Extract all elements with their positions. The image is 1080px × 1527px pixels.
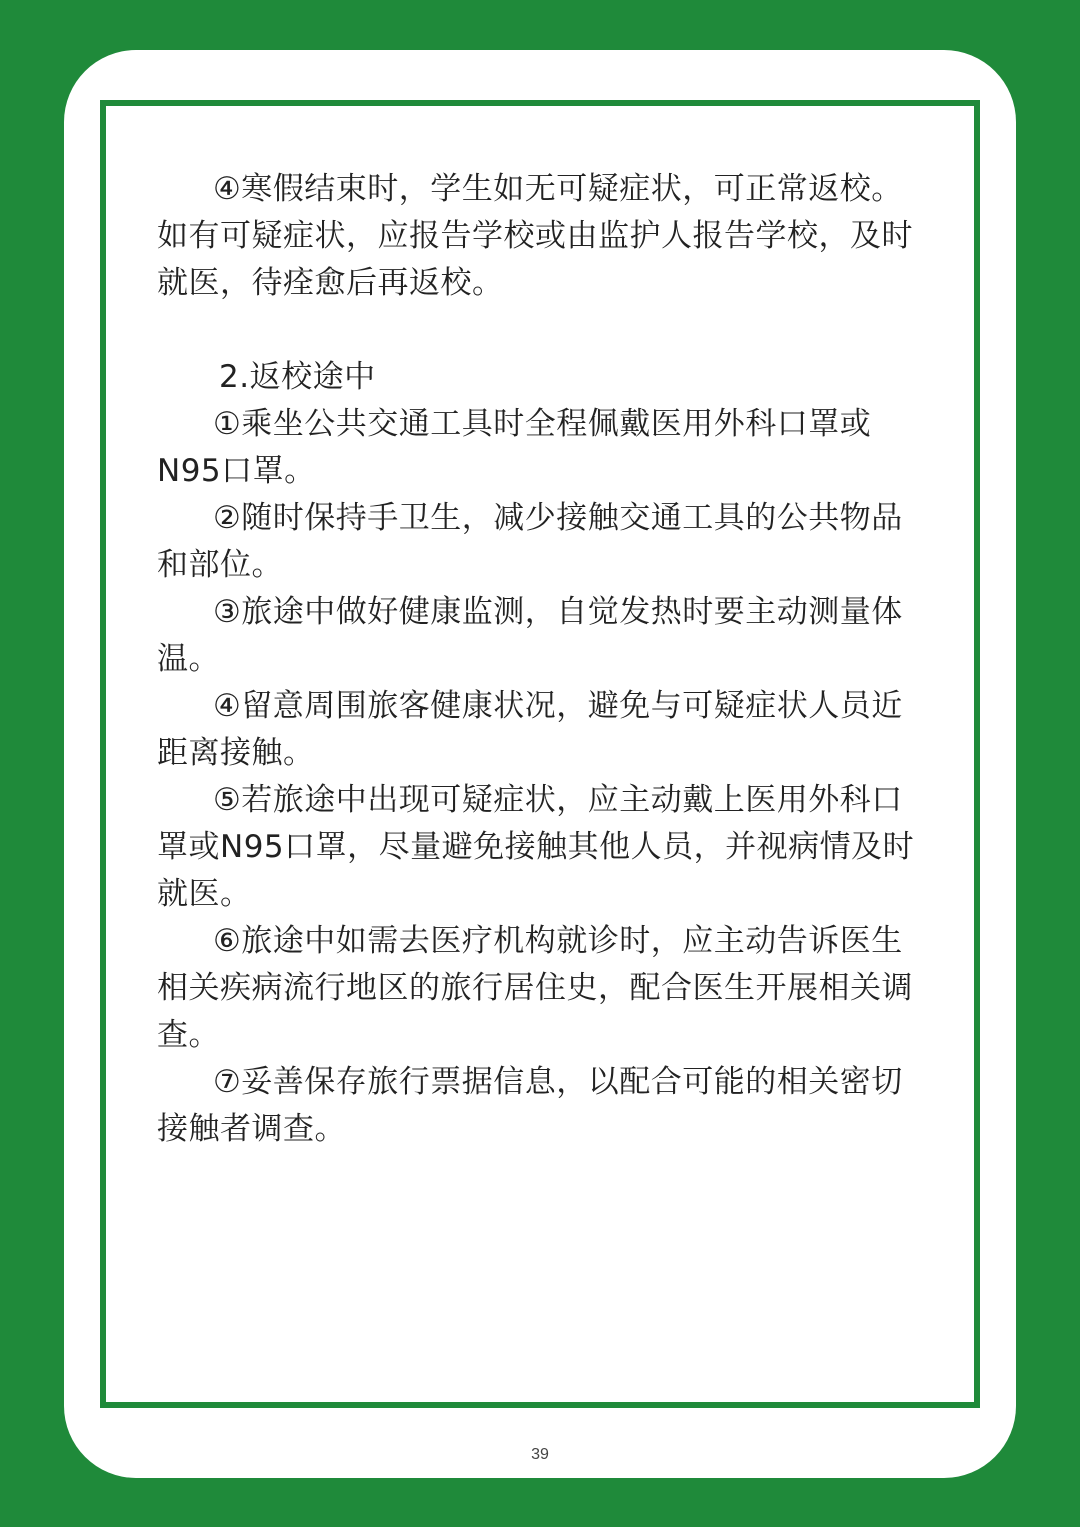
list-item: ⑥旅途中如需去医疗机构就诊时，应主动告诉医生相关疾病流行地区的旅行居住史，配合医生开展相关调查。 bbox=[157, 923, 913, 1053]
list-item: ④留意周围旅客健康状况，避免与可疑症状人员近距离接触。 bbox=[157, 688, 903, 771]
list-item: ①乘坐公共交通工具时全程佩戴医用外科口罩或N95口罩。 bbox=[157, 406, 872, 489]
list-item: ⑦妥善保存旅行票据信息，以配合可能的相关密切接触者调查。 bbox=[157, 1064, 903, 1147]
list-item: ③旅途中做好健康监测，自觉发热时要主动测量体温。 bbox=[157, 594, 903, 677]
document-body bbox=[157, 166, 927, 1153]
list-item: ②随时保持手卫生，减少接触交通工具的公共物品和部位。 bbox=[157, 500, 903, 583]
paragraph-return-school: ④寒假结束时，学生如无可疑症状，可正常返校。如有可疑症状，应报告学校或由监护人报告学校，及时就医，待痊愈后再返校。 bbox=[157, 171, 913, 301]
section-heading: 2.返校途中 bbox=[219, 359, 376, 395]
list-item: ⑤若旅途中出现可疑症状，应主动戴上医用外科口罩或N95口罩，尽量避免接触其他人员，并视病情及时就医。 bbox=[157, 782, 915, 912]
page-number: 39 bbox=[531, 1446, 549, 1463]
